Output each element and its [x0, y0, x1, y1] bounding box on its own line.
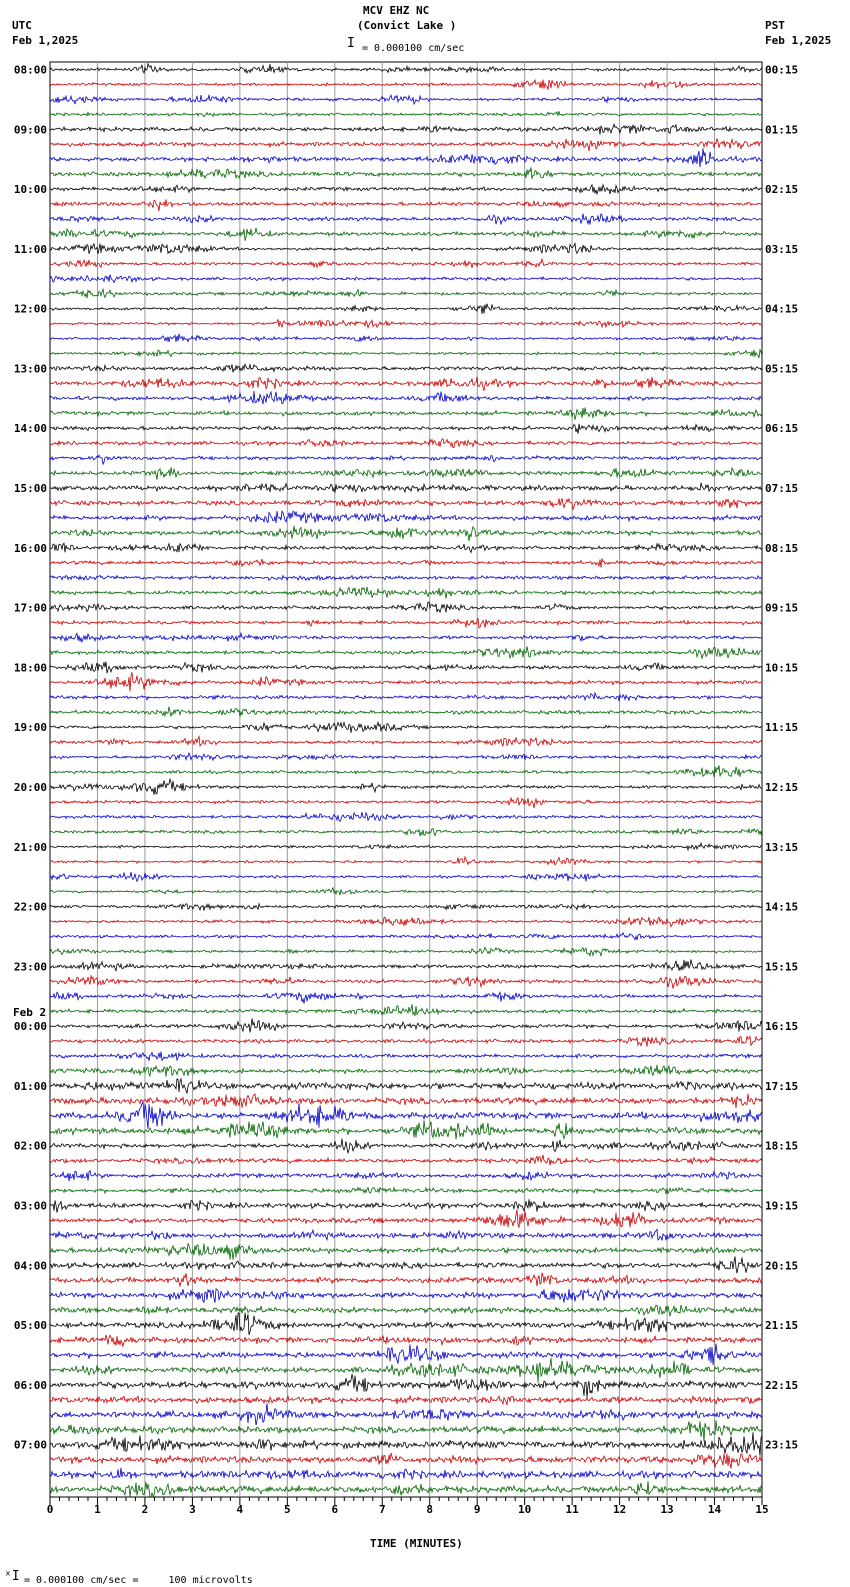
pst-hour-label: 08:15 — [765, 541, 799, 555]
seismic-trace — [50, 1094, 762, 1109]
seismic-trace — [50, 1018, 762, 1032]
seismic-trace — [50, 933, 762, 940]
seismic-trace — [50, 199, 762, 211]
seismic-trace — [50, 1139, 762, 1154]
pst-hour-label: 17:15 — [765, 1079, 799, 1093]
x-tick-label: 0 — [46, 1503, 54, 1516]
seismic-trace — [50, 228, 762, 241]
x-tick-label: 11 — [565, 1503, 579, 1516]
seismic-trace — [50, 1102, 762, 1129]
pst-hour-label: 20:15 — [765, 1259, 799, 1273]
utc-hour-label: 05:00 — [13, 1319, 47, 1333]
seismic-trace — [50, 1199, 762, 1212]
pst-hour-label: 19:15 — [765, 1199, 799, 1213]
utc-hour-label: 08:00 — [13, 63, 47, 77]
seismic-trace — [50, 857, 762, 865]
seismic-trace — [50, 843, 762, 850]
seismic-trace — [50, 214, 762, 225]
pst-hour-label: 00:15 — [765, 63, 799, 77]
seismic-trace — [50, 1052, 762, 1061]
seismic-trace — [50, 1481, 762, 1497]
pst-hour-label: 13:15 — [765, 840, 799, 854]
seismic-trace — [50, 498, 762, 509]
seismic-trace — [50, 753, 762, 760]
utc-hour-label: 11:00 — [13, 242, 47, 256]
x-tick-label: 2 — [141, 1503, 149, 1516]
x-tick-label: 3 — [189, 1503, 196, 1516]
utc-hour-label: 22:00 — [13, 900, 47, 914]
day-change-label: Feb 2 — [13, 1006, 47, 1020]
seismic-trace — [50, 1305, 762, 1316]
utc-hour-label: 09:00 — [13, 123, 47, 137]
pst-hour-label: 14:15 — [765, 900, 799, 914]
x-tick-label: 13 — [660, 1503, 674, 1516]
seismic-trace — [50, 633, 762, 642]
utc-hour-label: 15:00 — [13, 482, 47, 496]
utc-hour-label: 16:00 — [13, 541, 47, 555]
utc-hour-label: 04:00 — [13, 1259, 47, 1273]
utc-hour-label: 21:00 — [13, 840, 47, 854]
x-tick-label: 9 — [473, 1503, 481, 1516]
seismic-trace — [50, 95, 762, 104]
seismic-trace — [50, 1358, 762, 1383]
seismic-trace — [50, 575, 762, 580]
seismic-trace — [50, 1344, 762, 1365]
seismic-trace — [50, 1256, 762, 1273]
seismic-trace — [50, 377, 762, 391]
seismic-trace — [50, 602, 762, 612]
seismic-trace — [50, 148, 762, 167]
seismic-trace — [50, 334, 762, 342]
seismic-trace — [50, 1229, 762, 1240]
seismic-trace — [50, 904, 762, 911]
pst-hour-label: 22:15 — [765, 1378, 799, 1392]
pst-hour-label: 09:15 — [765, 601, 799, 615]
seismic-trace — [50, 1453, 762, 1469]
seismic-trace — [50, 185, 762, 194]
seismic-trace — [50, 80, 762, 90]
footer-scale-text: = 0.000100 cm/sec = 100 microvolts — [24, 1575, 253, 1586]
utc-hour-label: 00:00 — [13, 1020, 47, 1034]
seismic-trace — [50, 1155, 762, 1165]
pst-hour-label: 12:15 — [765, 780, 799, 794]
seismic-trace — [50, 872, 762, 882]
seismic-trace — [50, 1313, 762, 1335]
seismic-trace — [50, 1403, 762, 1425]
seismic-trace — [50, 672, 762, 691]
x-tick-label: 7 — [378, 1503, 386, 1516]
seismic-trace — [50, 526, 762, 541]
seismic-trace — [50, 1374, 762, 1398]
pst-hour-label: 18:15 — [765, 1139, 799, 1153]
left-date: Feb 1,2025 — [12, 34, 79, 47]
seismic-trace — [50, 1273, 762, 1286]
seismic-trace — [50, 1420, 762, 1441]
utc-hour-label: 23:00 — [13, 960, 47, 974]
pst-hour-label: 10:15 — [765, 661, 799, 675]
right-date: Feb 1,2025 — [765, 34, 832, 47]
x-axis-label: TIME (MINUTES) — [370, 1537, 463, 1550]
x-tick-label: 5 — [284, 1503, 291, 1516]
seismic-trace — [50, 1396, 762, 1405]
seismic-trace — [50, 275, 762, 283]
station-location: (Convict Lake ) — [357, 19, 457, 32]
seismic-trace — [50, 559, 762, 568]
x-tick-label: 4 — [236, 1503, 244, 1516]
pst-hour-label: 02:15 — [765, 183, 799, 197]
seismic-trace — [50, 812, 762, 821]
seismic-trace — [50, 350, 762, 358]
seismic-trace — [50, 1079, 762, 1094]
seismic-trace — [50, 888, 762, 895]
seismic-trace — [50, 646, 762, 658]
seismic-trace — [50, 798, 762, 808]
utc-hour-label: 03:00 — [13, 1199, 47, 1213]
seismic-trace — [50, 543, 762, 552]
seismic-trace — [50, 139, 762, 151]
utc-hour-label: 01:00 — [13, 1079, 47, 1093]
left-timezone: UTC — [12, 19, 32, 32]
x-tick-label: 10 — [518, 1503, 532, 1516]
seismic-trace — [50, 959, 762, 970]
seismic-trace — [50, 618, 762, 628]
seismic-trace — [50, 167, 762, 179]
seismic-trace — [50, 1036, 762, 1047]
utc-hour-label: 17:00 — [13, 601, 47, 615]
seismic-trace — [50, 975, 762, 988]
seismic-trace — [50, 243, 762, 254]
seismic-trace — [50, 1432, 762, 1455]
utc-hour-label: 10:00 — [13, 183, 47, 197]
seismic-trace — [50, 124, 762, 134]
scale-bar-icon: I — [347, 36, 355, 51]
seismic-trace — [50, 1188, 762, 1194]
seismic-trace — [50, 407, 762, 419]
seismic-trace — [50, 467, 762, 479]
seismic-trace — [50, 829, 762, 837]
pst-hour-label: 03:15 — [765, 242, 799, 256]
utc-hour-label: 07:00 — [13, 1438, 47, 1452]
seismic-trace — [50, 289, 762, 298]
seismic-trace — [50, 693, 762, 701]
x-tick-label: 12 — [612, 1503, 627, 1516]
x-tick-label: 8 — [426, 1503, 434, 1516]
pst-hour-label: 16:15 — [765, 1020, 799, 1034]
seismic-trace — [50, 917, 762, 927]
seismic-trace — [50, 424, 762, 434]
pst-hour-label: 05:15 — [765, 362, 799, 376]
x-tick-label: 1 — [94, 1503, 101, 1516]
pst-hour-label: 23:15 — [765, 1438, 799, 1452]
pst-hour-label: 21:15 — [765, 1319, 799, 1333]
seismic-trace — [50, 1335, 762, 1346]
x-tick-label: 14 — [707, 1503, 722, 1516]
seismic-trace — [50, 1004, 762, 1016]
utc-hour-label: 20:00 — [13, 780, 47, 794]
right-timezone: PST — [765, 19, 785, 32]
utc-hour-label: 14:00 — [13, 422, 47, 436]
seismic-trace — [50, 259, 762, 268]
seismic-trace — [50, 483, 762, 493]
pst-hour-label: 07:15 — [765, 482, 799, 496]
seismic-trace — [50, 511, 762, 523]
seismic-trace — [50, 1065, 762, 1077]
seismic-trace — [50, 1243, 762, 1260]
pst-hour-label: 11:15 — [765, 721, 799, 735]
seismic-trace — [50, 779, 762, 795]
x-tick-label: 6 — [331, 1503, 339, 1516]
seismic-trace — [50, 765, 762, 777]
utc-hour-label: 19:00 — [13, 721, 47, 735]
seismic-trace — [50, 64, 762, 73]
seismic-trace — [50, 364, 762, 372]
seismic-trace — [50, 587, 762, 599]
utc-hour-label: 06:00 — [13, 1378, 47, 1392]
seismic-trace — [50, 1289, 762, 1303]
seismic-trace — [50, 707, 762, 717]
x-tick-label: 15 — [755, 1503, 769, 1516]
seismic-trace — [50, 662, 762, 674]
station-title: MCV EHZ NC — [363, 4, 430, 17]
seismic-trace — [50, 455, 762, 464]
utc-hour-label: 12:00 — [13, 302, 47, 316]
seismic-trace — [50, 722, 762, 733]
seismic-trace — [50, 1210, 762, 1228]
footer-scale-icon: ˣI — [4, 1569, 20, 1584]
pst-hour-label: 01:15 — [765, 123, 799, 137]
pst-hour-label: 04:15 — [765, 302, 799, 316]
seismic-trace — [50, 1468, 762, 1480]
scale-text: = 0.000100 cm/sec — [362, 43, 465, 54]
seismic-trace — [50, 992, 762, 1003]
utc-hour-label: 02:00 — [13, 1139, 47, 1153]
seismic-trace — [50, 111, 762, 116]
seismic-trace — [50, 439, 762, 448]
seismic-trace — [50, 1171, 762, 1181]
utc-hour-label: 18:00 — [13, 661, 47, 675]
seismic-trace — [50, 947, 762, 955]
seismic-trace — [50, 737, 762, 747]
seismic-trace — [50, 391, 762, 404]
seismic-trace — [50, 304, 762, 314]
plot-frame — [50, 62, 762, 1497]
pst-hour-label: 15:15 — [765, 960, 799, 974]
seismic-trace — [50, 319, 762, 327]
utc-hour-label: 13:00 — [13, 362, 47, 376]
pst-hour-label: 06:15 — [765, 422, 799, 436]
